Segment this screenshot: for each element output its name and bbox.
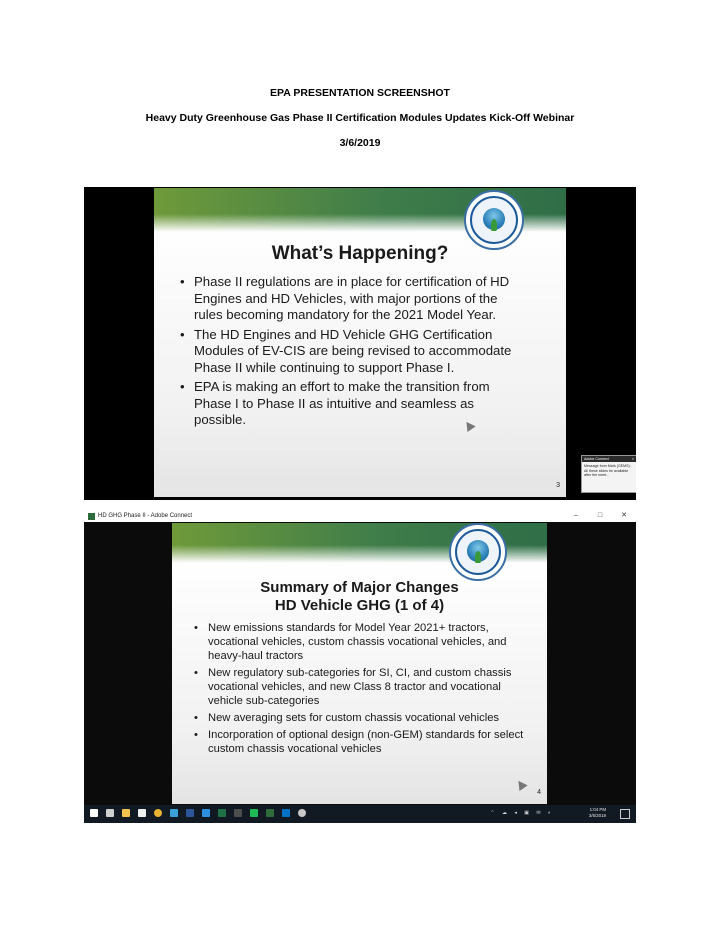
edge-icon[interactable] — [202, 809, 210, 817]
notification-message: Message from Mark (GEMS): All these slides be available after the meet... — [584, 464, 631, 478]
file-explorer-icon[interactable] — [122, 809, 130, 817]
start-icon[interactable] — [90, 809, 98, 817]
excel-icon[interactable] — [218, 809, 226, 817]
task-view-icon[interactable] — [106, 809, 114, 817]
document-date: 3/6/2019 — [339, 137, 381, 149]
bullet-item: • EPA is making an effort to make the transition from Phase I to Phase II as intuitive and seamless as possible. — [178, 379, 523, 429]
notification-header: Adobe Connect — [584, 457, 609, 461]
chrome-icon[interactable] — [154, 809, 162, 817]
store-icon[interactable] — [138, 809, 146, 817]
adobe-connect-icon[interactable] — [266, 809, 274, 817]
close-button[interactable]: ✕ — [621, 512, 627, 519]
screenshot-slide-3 — [84, 187, 636, 500]
photos-icon[interactable] — [170, 809, 178, 817]
bullet-item: • Incorporation of optional design (non-GEM) standards for select custom chassis vocational vehicles — [192, 728, 532, 756]
bullet-item: • New averaging sets for custom chassis vocational vehicles — [192, 711, 532, 725]
maximize-button[interactable]: □ — [597, 512, 603, 519]
screenshot-slide-4 — [84, 511, 636, 823]
slide-4 — [172, 523, 547, 804]
bullet-list — [192, 621, 532, 759]
calculator-icon[interactable] — [234, 809, 242, 817]
slide-page-number: 4 — [537, 789, 541, 796]
spotify-icon[interactable] — [250, 809, 258, 817]
minimize-button[interactable]: – — [574, 512, 578, 519]
outlook-icon[interactable] — [282, 809, 290, 817]
clock-time: 1:04 PM — [589, 807, 606, 812]
slide-3 — [154, 188, 566, 497]
misc-app-icon[interactable] — [298, 809, 306, 817]
taskbar-clock[interactable] — [589, 807, 606, 819]
windows-taskbar — [84, 805, 636, 823]
close-icon[interactable]: × — [631, 457, 634, 461]
document-heading: EPA PRESENTATION SCREENSHOT — [270, 87, 450, 99]
bullet-item: • New regulatory sub-categories for SI, CI, and custom chassis vocational vehicles, and new Class 8 tractor and vocational vehicle sub-categories — [192, 666, 532, 708]
bullet-item: • Phase II regulations are in place for certification of HD Engines and HD Vehicles, with major portions of the rules becoming mandatory for the 2021 Model Year. — [178, 274, 523, 324]
adobe-connect-icon — [88, 513, 95, 520]
window-titlebar — [84, 511, 636, 522]
slide-title-line2: HD Vehicle GHG (1 of 4) — [274, 597, 445, 614]
bullet-item: • The HD Engines and HD Vehicle GHG Certification Modules of EV-CIS are being revised to accommodate Phase II while continuing to support Phase I. — [178, 327, 523, 377]
system-tray-icons[interactable]: ⌃ ☁ ◂ ▣ ✉ ◐ — [490, 810, 554, 816]
epa-seal-icon — [464, 190, 524, 250]
clock-date: 3/6/2019 — [588, 813, 606, 818]
slide-title: What’s Happening? — [271, 243, 449, 264]
adobe-connect-notification[interactable] — [581, 455, 636, 493]
slide-title-line1: Summary of Major Changes — [260, 579, 459, 596]
bullet-item: • New emissions standards for Model Year 2021+ tractors, vocational vehicles, custom chassis vocational vehicles, and heavy-haul tractors — [192, 621, 532, 663]
document-subheading: Heavy Duty Greenhouse Gas Phase II Certification Modules Updates Kick-Off Webinar — [145, 112, 575, 124]
bullet-list — [178, 274, 523, 432]
word-icon[interactable] — [186, 809, 194, 817]
slide-page-number: 3 — [556, 482, 560, 489]
slide-title — [172, 579, 547, 615]
window-title: HD GHG Phase II - Adobe Connect — [98, 513, 193, 519]
epa-seal-icon — [449, 523, 507, 581]
notification-center-icon[interactable] — [620, 809, 630, 819]
